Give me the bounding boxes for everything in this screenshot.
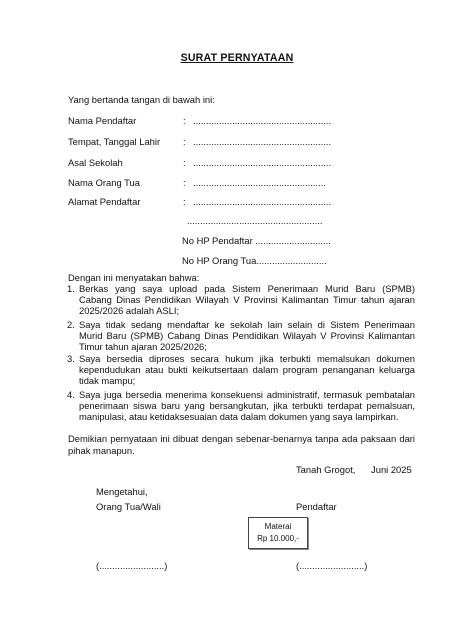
field-blank-asal-sekolah: ..................................................... [193, 157, 332, 168]
signature-line-orang-tua: (.........................) [96, 560, 168, 571]
materai-amount: Rp 10.000,- [257, 534, 299, 543]
statement-intro: Dengan ini menyatakan bahwa: [68, 272, 200, 283]
field-blank-tempat-tanggal-lahir: ..................................................... [193, 136, 332, 147]
materai-label: Materai [264, 522, 292, 531]
orang-tua-wali-label: Orang Tua/Wali [96, 501, 161, 512]
statement-2-line-2: Murid Baru (SPMB) Cabang Dinas Pendidikan Wilayah V Provinsi Kalimantan [79, 330, 415, 341]
field-blank-alamat-pendaftar: ..................................................... [193, 196, 332, 207]
statement-3-line-2: kependudukan atau bukti keikutsertaan dalam program penanganan keluarga [79, 364, 415, 375]
field-blank-nama-pendaftar: ..................................................... [193, 115, 332, 126]
field-colon: : [183, 177, 186, 188]
mengetahui-label: Mengetahui, [96, 486, 148, 497]
materai-stamp-box [248, 517, 308, 549]
field-label-alamat-pendaftar: Alamat Pendaftar [68, 196, 141, 207]
statement-3-line-1: Saya bersedia diproses secara hukum jika terbukti memalsukan dokumen [79, 353, 415, 364]
intro-text: Yang bertanda tangan di bawah ini: [68, 94, 215, 105]
statement-4-line-2: penerimaan siswa baru yang bersangkutan, jika terbukti terdapat pemalsuan, [79, 400, 415, 411]
closing-line-1: Demikian pernyataan ini dibuat dengan sebenar-benarnya tanpa ada paksaan dari [68, 433, 415, 444]
statement-4-line-1: Saya juga bersedia menerima konsekuensi administratif, termasuk pembatalan [79, 389, 415, 400]
statement-4-line-3: manipulasi, atau ketidaksesuaian data dalam dokumen yang saya lampirkan. [79, 411, 399, 422]
document-title: SURAT PERNYATAAN [180, 52, 294, 64]
signature-line-pendaftar: (.........................) [296, 560, 368, 571]
field-colon: : [183, 196, 186, 207]
field-label-nama-orang-tua: Nama Orang Tua [68, 177, 140, 188]
pendaftar-label: Pendaftar [296, 501, 337, 512]
field-blank-alamat-continuation: .................................................... [187, 215, 323, 226]
closing-line-2: pihak manapun. [68, 445, 135, 456]
statement-1-line-1: Berkas yang saya upload pada Sistem Penerimaan Murid Baru (SPMB) [79, 283, 415, 294]
hp-pendaftar-line: No HP Pendaftar ............................. [182, 235, 331, 246]
field-colon: : [183, 157, 186, 168]
place-date: Tanah Grogot, Juni 2025 [296, 464, 412, 475]
field-label-nama-pendaftar: Nama Pendaftar [68, 115, 137, 126]
field-colon: : [183, 136, 186, 147]
statement-number: 1. [67, 283, 75, 294]
field-label-asal-sekolah: Asal Sekolah [68, 157, 123, 168]
statement-number: 2. [67, 319, 75, 330]
statement-3-line-3: tidak mampu; [79, 375, 136, 386]
statement-number: 4. [67, 389, 75, 400]
field-blank-nama-orang-tua: ................................................... [193, 177, 326, 188]
statement-2-line-1: Saya tidak sedang mendaftar ke sekolah lain selain di Sistem Penerimaan [79, 319, 415, 330]
hp-orang-tua-line: No HP Orang Tua........................... [182, 255, 327, 266]
statement-number: 3. [67, 353, 75, 364]
field-colon: : [183, 115, 186, 126]
field-label-tempat-tanggal-lahir: Tempat, Tanggal Lahir [68, 136, 161, 147]
statement-1-line-2: Cabang Dinas Pendidikan Wilayah V Provinsi Kalimantan Timur tahun ajaran [79, 294, 415, 305]
statement-2-line-3: Timur tahun ajaran 2025/2026; [79, 341, 207, 352]
statement-1-line-3: 2025/2026 adalah ASLI; [79, 305, 180, 316]
